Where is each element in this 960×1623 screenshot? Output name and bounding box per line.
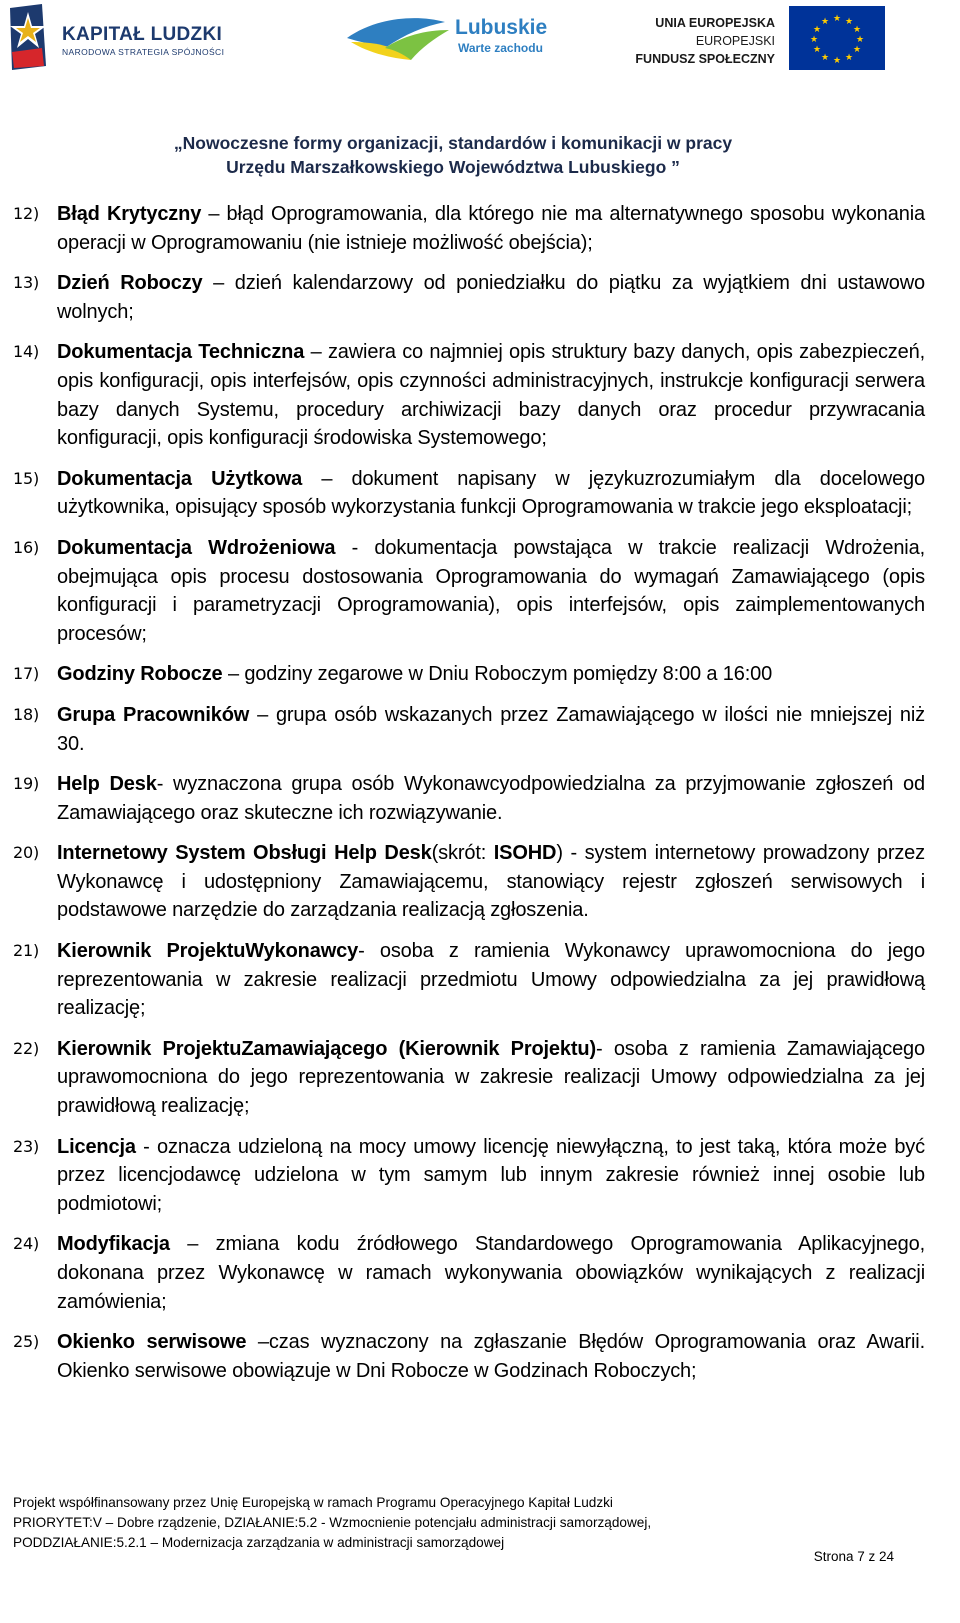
definition-text: –czas wyznaczony na zgłaszanie Błędów Oprogramowania oraz Awarii. Okienko serwisowe obowiązuje w Dni Robocze w Godzinach Roboczych; (57, 1331, 925, 1382)
definition-text: – dzień kalendarzowy od poniedziałku do piątku za wyjątkiem dni ustawowo wolnych; (57, 272, 925, 323)
definition-text: – dokument napisany w językuzrozumiałym dla docelowego użytkownika, opisujący sposób wykorzystania funkcji Oprogramowania w trakcie jego eksploatacji; (57, 467, 925, 519)
definition-number: 25) (13, 1332, 40, 1352)
definition-item (13, 465, 925, 522)
definition-term: Dzień Roboczy (57, 272, 203, 295)
definition-item (13, 269, 925, 326)
definition-text: – zmiana kodu źródłowego Standardowego Oprogramowania Aplikacyjnego, dokonana przez Wykonawcę w ramach wykonywania obowiązków wynikających z realizacji zamówienia; (57, 1233, 925, 1313)
definition-term: Dokumentacja Wdrożeniowa (57, 536, 336, 559)
svg-text:★: ★ (820, 53, 830, 63)
kapital-ludzki-logo (6, 4, 225, 70)
definition-term: Godziny Robocze (57, 663, 223, 686)
eu-logo-line2: EUROPEJSKI (695, 34, 775, 48)
eu-logo (635, 6, 885, 70)
definition-term: Błąd Krytyczny (57, 203, 202, 225)
definition-item (13, 200, 925, 257)
eu-logo-line3: FUNDUSZ SPOŁECZNY (635, 52, 775, 66)
definition-term: Kierownik ProjektuWykonawcy (57, 940, 359, 963)
svg-text:★: ★ (844, 17, 854, 27)
eu-logo-line1: UNIA EUROPEJSKA (655, 16, 775, 30)
definition-term: Dokumentacja Techniczna (57, 341, 305, 364)
definition-item (13, 660, 925, 689)
definition-term: Help Desk (57, 773, 157, 796)
definition-number: 14) (13, 342, 40, 362)
definition-number: 22) (13, 1038, 40, 1058)
definition-term: Modyfikacja (57, 1233, 170, 1256)
svg-text:★: ★ (812, 25, 822, 35)
definition-number: 17) (13, 664, 40, 684)
project-title (0, 131, 906, 179)
definition-term: Licencja (57, 1135, 136, 1158)
definition-number: 13) (13, 273, 40, 293)
definitions-list (13, 200, 925, 1397)
definition-text: – zawiera co najmniej opis struktury bazy danych, opis zabezpieczeń, opis konfiguracji, opis interfejsów, opis czynności administracyjnych, instrukcje konfiguracji serwera bazy danych Systemu, procedury archiwizacji bazy danych oraz procedur przywracania konfiguracji, opis konfiguracji środowiska Systemowego; (57, 341, 925, 450)
svg-text:★: ★ (812, 45, 822, 55)
footer-line1: Projekt współfinansowany przez Unię Europejską w ramach Programu Operacyjnego Kapitał Ludzki (13, 1495, 613, 1510)
header-logos (0, 0, 960, 80)
kapital-ludzki-title: KAPITAŁ LUDZKI (62, 24, 223, 45)
svg-text:★: ★ (852, 45, 862, 55)
definition-text: - wyznaczona grupa osób Wykonawcyodpowiedzialna za przyjmowanie zgłoszeń od Zamawiającego oraz skuteczne ich rozwiązywanie. (57, 773, 925, 824)
definition-item (13, 1035, 925, 1121)
lubuskie-swoosh-icon (345, 8, 455, 68)
footer (13, 1493, 913, 1553)
definition-number: 18) (13, 704, 40, 724)
kapital-ludzki-star-icon (6, 4, 50, 70)
project-title-line2: Urzędu Marszałkowskiego Województwa Lubuskiego ” (226, 157, 680, 177)
definition-number: 12) (13, 204, 40, 223)
definition-item (13, 1230, 925, 1316)
definition-text: – grupa osób wskazanych przez Zamawiającego w ilości nie mniejszej niż 30. (57, 703, 925, 755)
definition-term: Dokumentacja Użytkowa (57, 467, 303, 490)
definition-text: - osoba z ramienia Wykonawcy uprawomocniona do jego reprezentowania w zakresie realizacji przedmiotu Umowy odpowiedzialna za jej prawidłową realizację; (57, 940, 925, 1020)
definition-text: - dokumentacja powstająca w trakcie realizacji Wdrożenia, obejmująca opis procesu dostosowania Oprogramowania do wymagań Zamawiającego (opis konfiguracji i parametryzacji Oprogramowania), opis interfejsów, opis zaimplementowanych procesów; (57, 536, 925, 645)
svg-text:★: ★ (809, 35, 819, 45)
eu-flag-icon (789, 6, 885, 70)
definition-item (13, 534, 925, 648)
page-number: Strona 7 z 24 (813, 1549, 894, 1564)
definition-term: Okienko serwisowe (57, 1331, 247, 1354)
kapital-ludzki-subtitle: NARODOWA STRATEGIA SPÓJNOŚCI (62, 47, 225, 57)
definition-item (13, 839, 925, 925)
definition-term: Grupa Pracowników (57, 703, 250, 726)
definition-number: 15) (13, 468, 40, 488)
definition-text: – błąd Oprogramowania, dla którego nie ma alternatywnego sposobu wykonania operacji w Oprogramowaniu (nie istnieje możliwość obejścia); (57, 203, 925, 254)
definition-item (13, 770, 925, 827)
lubuskie-subtitle: Warte zachodu (458, 41, 543, 55)
lubuskie-title: Lubuskie (455, 16, 548, 39)
definition-number: 21) (13, 941, 40, 961)
definition-number: 16) (13, 537, 40, 557)
definition-text: - osoba z ramienia Zamawiającego uprawomocniona do jego reprezentowania w zakresie realizacji Umowy odpowiedzialna za jej prawidłową realizację; (57, 1037, 925, 1118)
definition-number: 24) (13, 1234, 40, 1254)
definition-item (13, 338, 925, 452)
definition-text: - oznacza udzieloną na mocy umowy licencję niewyłączną, to jest taką, która może być przez licencjodawcę udzielona w tym samym lub innym zakresie również innej osobie lub podmiotowi; (57, 1135, 925, 1215)
footer-line3: PODDZIAŁANIE:5.2.1 – Modernizacja zarządzania w administracji samorządowej (13, 1535, 505, 1550)
definition-item (13, 1328, 925, 1385)
svg-text:★: ★ (832, 56, 842, 66)
svg-text:★: ★ (844, 53, 854, 63)
svg-text:★: ★ (855, 35, 865, 45)
footer-line2: PRIORYTET:V – Dobre rządzenie, DZIAŁANIE:5.2 - Wzmocnienie potencjału administracji samorządowej, (13, 1515, 652, 1530)
definition-number: 23) (13, 1136, 40, 1156)
definition-number: 20) (13, 843, 40, 863)
definition-text: (skrót: ISOHD) - system internetowy prowadzony przez Wykonawcę i udostępniony Zamawiającemu, stanowiący rejestr zgłoszeń serwisowych i podstawowe narzędzie do zarządzania realizacją zgłoszenia. (57, 842, 925, 922)
eu-logo-text (635, 14, 775, 68)
definition-text: – godziny zegarowe w Dniu Roboczym pomiędzy 8:00 a 16:00 (222, 663, 773, 686)
isohd-abbrev: ISOHD (493, 842, 557, 865)
definition-number: 19) (13, 774, 40, 794)
definition-item (13, 937, 925, 1023)
project-title-line1: „Nowoczesne formy organizacji, standardów i komunikacji w pracy (173, 133, 733, 153)
definition-item (13, 1133, 925, 1219)
svg-text:★: ★ (832, 14, 842, 24)
lubuskie-logo (345, 8, 560, 68)
definition-term: Kierownik ProjektuZamawiającego (Kierownik Projektu) (57, 1037, 596, 1060)
svg-text:★: ★ (852, 25, 862, 35)
definition-item (13, 701, 925, 758)
definition-term: Internetowy System Obsługi Help Desk (57, 842, 432, 865)
svg-text:★: ★ (820, 17, 830, 27)
